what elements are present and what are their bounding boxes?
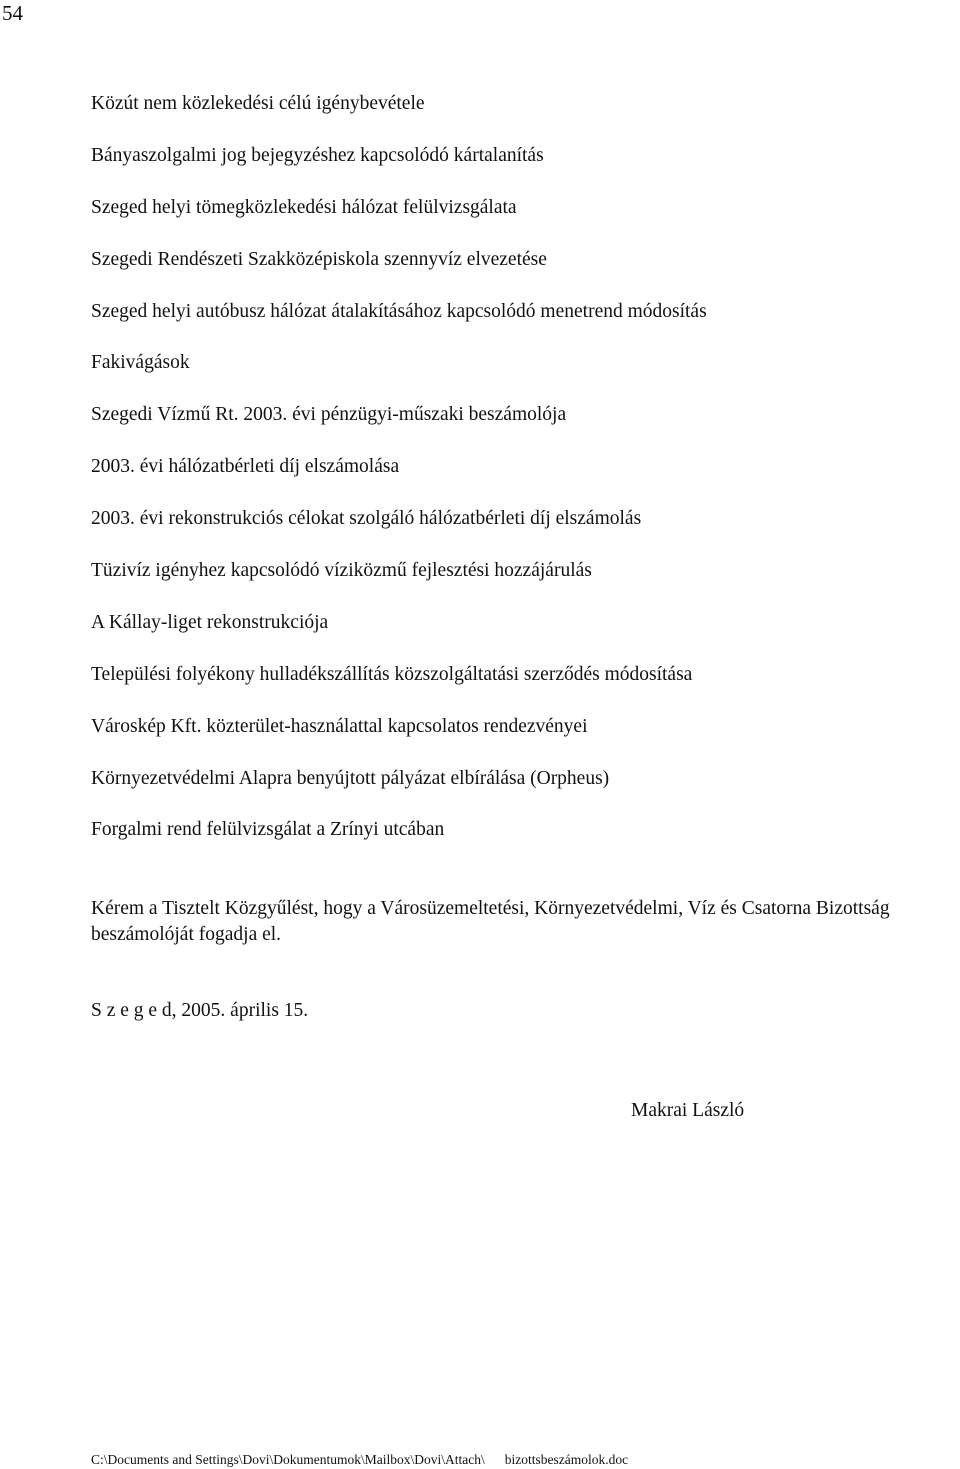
place-date: S z e g e d, 2005. április 15. (91, 1000, 309, 1021)
agenda-item: Közút nem közlekedési célú igénybevétele (91, 93, 425, 114)
footer-file-path: C:\Documents and Settings\Dovi\Dokumentumok\Mailbox\Dovi\Attach\ (91, 1452, 485, 1467)
agenda-item: Települési folyékony hulladékszállítás közszolgáltatási szerződés módosítása (91, 663, 693, 685)
agenda-item: Fakivágások (91, 352, 190, 374)
agenda-item: Városkép Kft. közterület-használattal kapcsolatos rendezvényei (91, 715, 588, 737)
agenda-item: Bányaszolgalmi jog bejegyzéshez kapcsolódó kártalanítás (91, 144, 544, 166)
page-number: 54 (2, 1, 23, 25)
footer-file-name: bizottsbeszámolok.doc (504, 1452, 629, 1467)
agenda-item: A Kállay-liget rekonstrukciója (91, 611, 329, 633)
agenda-item: 2003. évi hálózatbérleti díj elszámolása (91, 456, 400, 478)
agenda-item: Forgalmi rend felülvizsgálat a Zrínyi utcában (91, 819, 445, 841)
agenda-item: Szegedi Vízmű Rt. 2003. évi pénzügyi-műszaki beszámolója (91, 404, 567, 426)
closing-request: Kérem a Tisztelt Közgyűlést, hogy a Városüzemeltetési, Környezetvédelmi, Víz és Csatorna Bizottság beszámolóját fogadja el. (91, 898, 890, 945)
agenda-list (91, 91, 951, 869)
agenda-item: Szeged helyi autóbusz hálózat átalakításához kapcsolódó menetrend módosítás (91, 300, 707, 322)
agenda-item: Környezetvédelmi Alapra benyújtott pályázat elbírálása (Orpheus) (91, 767, 610, 789)
agenda-item: 2003. évi rekonstrukciós célokat szolgáló hálózatbérleti díj elszámolás (91, 508, 642, 530)
signature-name: Makrai László (631, 1100, 745, 1121)
footer (91, 1451, 628, 1468)
agenda-item: Tüzivíz igényhez kapcsolódó víziközmű fejlesztési hozzájárulás (91, 560, 592, 582)
agenda-item: Szeged helyi tömegközlekedési hálózat felülvizsgálata (91, 196, 517, 218)
agenda-item: Szegedi Rendészeti Szakközépiskola szennyvíz elvezetése (91, 248, 547, 270)
